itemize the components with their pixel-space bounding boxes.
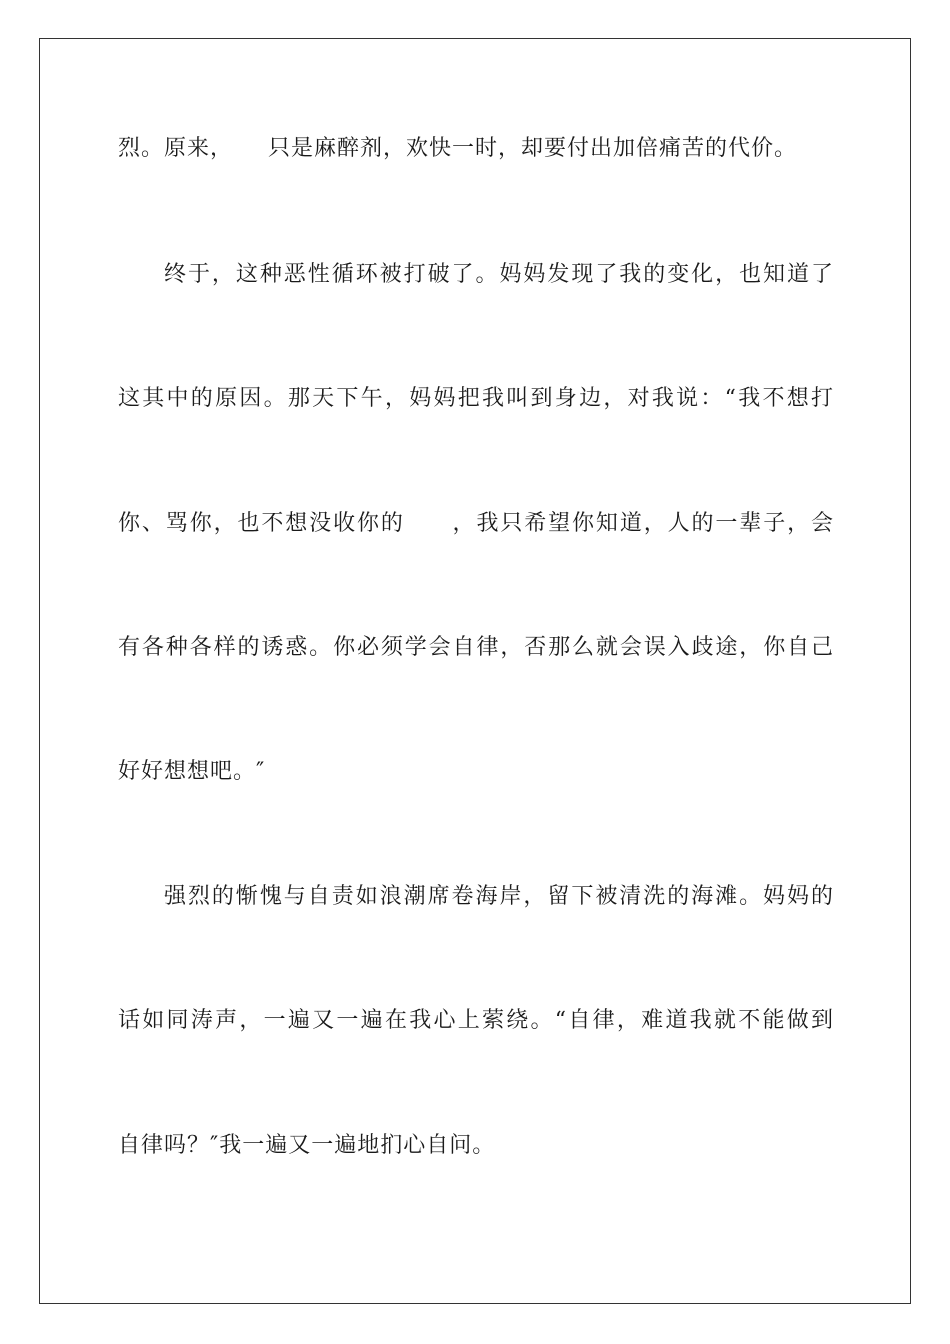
text-line-4: 你、骂你，也不想没收你的 ，我只希望你知道，人的一辈子，会 — [118, 511, 834, 536]
text-line-8: 话如同涛声，一遍又一遍在我心上萦绕。“自律，难道我就不能做到 — [118, 1008, 834, 1033]
text-line-2: 终于，这种恶性循环被打破了。妈妈发现了我的变化，也知道了 — [164, 262, 834, 287]
text-line-1: 烈。原来， 只是麻醉剂，欢快一时，却要付出加倍痛苦的代价。 — [118, 136, 798, 161]
text-line-9: 自律吗？″我一遍又一遍地扪心自问。 — [118, 1133, 496, 1158]
text-line-5: 有各种各样的诱惑。你必须学会自律，否那么就会误入歧途，你自己 — [118, 635, 834, 660]
text-line-7: 强烈的惭愧与自责如浪潮席卷海岸，留下被清洗的海滩。妈妈的 — [164, 884, 834, 909]
page-border — [39, 38, 911, 1304]
text-line-6: 好好想想吧。″ — [118, 759, 266, 784]
text-line-3: 这其中的原因。那天下午，妈妈把我叫到身边，对我说：“我不想打 — [118, 386, 834, 411]
